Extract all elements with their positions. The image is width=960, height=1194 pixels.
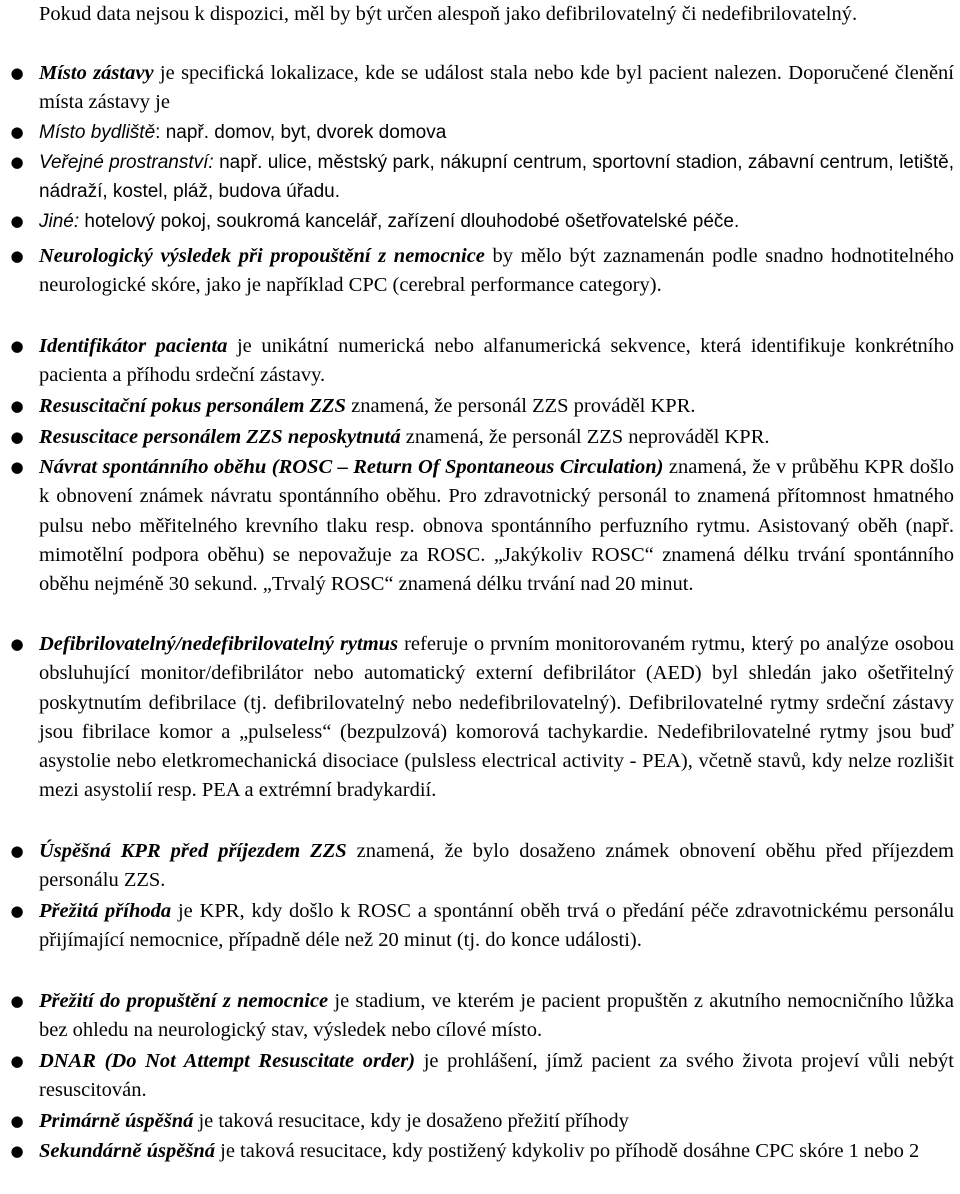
list-item-defibrilovatelny-rytmus xyxy=(10,630,954,806)
bullet-icon: ● xyxy=(10,64,24,82)
bullet-icon: ● xyxy=(10,397,24,415)
item-text: hotelový pokoj, soukromá kancelář, zařízení dlouhodobé ošetřovatelské péče. xyxy=(79,211,740,232)
item-text: : např. domov, byt, dvorek domova xyxy=(155,122,447,143)
term-label: Sekundárně úspěšná xyxy=(39,1140,216,1162)
term-label: DNAR (Do Not Attempt Resuscitate order) xyxy=(39,1050,416,1072)
item-text: je prohlášení, jímž pacient za svého života projeví vůli nebýt resuscitován. xyxy=(39,1050,954,1102)
list-item-rosc xyxy=(10,453,954,599)
term-label: Přežití do propuštění z nemocnice xyxy=(39,990,329,1012)
list-item-resuscitace-neposkytnuta xyxy=(10,423,954,452)
term-label: Návrat spontánního oběhu (ROSC – Return Of Spontaneous Circulation) xyxy=(39,456,664,478)
item-text: znamená, že personál ZZS prováděl KPR. xyxy=(345,395,696,417)
bullet-icon: ● xyxy=(10,458,24,476)
list-item-primarne-uspesna xyxy=(10,1107,954,1136)
bullet-icon: ● xyxy=(10,992,24,1010)
list-item-dnar xyxy=(10,1047,954,1106)
list-item-resuscitacni-pokus xyxy=(10,392,954,421)
bullet-icon: ● xyxy=(10,1142,24,1160)
bullet-icon: ● xyxy=(10,247,24,265)
item-text: je KPR, kdy došlo k ROSC a spontánní oběh trvá o předání péče zdravotnickému personálu přijímající nemocnice, případně déle než 20 minut (tj. do konce události). xyxy=(39,900,954,952)
term-label: Přežitá příhoda xyxy=(39,900,172,922)
item-text: je taková resucitace, kdy je dosaženo přežití příhody xyxy=(193,1110,629,1132)
item-text: je specifická lokalizace, kde se událost stala nebo kde byl pacient nalezen. Doporučené členění místa zástavy je xyxy=(39,62,954,114)
bullet-icon: ● xyxy=(10,635,24,653)
term-label: Resuscitace personálem ZZS neposkytnutá xyxy=(39,426,401,448)
term-label: Primárně úspěšná xyxy=(39,1110,194,1132)
item-text: např. ulice, městský park, nákupní centrum, sportovní stadion, zábavní centrum, letiště, nádraží, kostel, pláž, budova úřadu. xyxy=(39,152,954,203)
intro-paragraph: Pokud data nejsou k dispozici, měl by být určen alespoň jako defibrilovatelný či nedefibrilovatelný. xyxy=(39,3,858,25)
list-item-verejne-prostranstvi xyxy=(10,148,954,207)
list-item-preziti-do-propusteni xyxy=(10,987,954,1046)
list-item-prezita-prihoda xyxy=(10,897,954,956)
bullet-icon: ● xyxy=(10,212,24,230)
item-text: znamená, že v průběhu KPR došlo k obnovení známek návratu spontánního oběhu. Pro zdravotnický personál to znamená přítomnost hmatného pulsu nebo měřitelného krevního tlaku resp. obnova spontánního perfuzního rytmu. Asistovaný oběh (např. mimotělní podpora oběhu) se nepovažuje za ROSC. „Jakýkoliv ROSC“ znamená délku trvání spontánního oběhu nejméně 30 sekund. „Trvalý ROSC“ znamená délku trvání nad 20 minut. xyxy=(39,456,954,596)
item-text: je unikátní numerická nebo alfanumerická sekvence, která identifikuje konkrétního pacienta a příhodu srdeční zástavy. xyxy=(39,335,954,387)
bullet-icon: ● xyxy=(10,428,24,446)
bullet-icon: ● xyxy=(10,902,24,920)
term-label: Defibrilovatelný/nedefibrilovatelný rytmus xyxy=(39,633,399,655)
list-item-misto-zastavy xyxy=(10,59,954,118)
list-item-sekundarne-uspesna xyxy=(10,1137,954,1166)
bullet-icon: ● xyxy=(10,842,24,860)
term-label: Jiné: xyxy=(39,211,80,232)
term-label: Úspěšná KPR před příjezdem ZZS xyxy=(39,840,347,862)
list-item-misto-bydliste xyxy=(10,118,954,147)
list-item-jine xyxy=(10,207,954,236)
list-item-uspesna-kpr xyxy=(10,837,954,896)
bullet-icon: ● xyxy=(10,153,24,171)
item-text: je stadium, ve kterém je pacient propuštěn z akutního nemocničního lůžka bez ohledu na neurologický stav, výsledek nebo cílové místo. xyxy=(39,990,954,1042)
list-item-identifikator-pacienta xyxy=(10,332,954,391)
item-text: znamená, že bylo dosaženo známek obnovení oběhu před příjezdem personálu ZZS. xyxy=(39,840,954,892)
item-text: je taková resucitace, kdy postižený kdykoliv po příhodě dosáhne CPC skóre 1 nebo 2 xyxy=(215,1140,920,1162)
bullet-icon: ● xyxy=(10,1052,24,1070)
item-text: referuje o prvním monitorovaném rytmu, který po analýze osobou obsluhující monitor/defibrilátor nebo automatický externí defibrilátor (AED) byl shledán jako ošetřitelný poskytnutím defibrilace (tj. defibrilovatelný nebo nedefibrilovatelný). Defibrilovatelné rytmy srdeční zástavy jsou fibrilace komor a „pulseless“ (bezpulzová) komorová tachykardie. Nedefibrilovatelné rytmy jsou buď asystolie nebo eletkromechanická disociace (pulsless electrical activity - PEA), včetně stavů, kdy nelze rozlišit mezi asystolií resp. PEA a extrémní bradykardií. xyxy=(39,633,954,802)
list-item-neurologicky-vysledek xyxy=(10,242,954,301)
term-label: Místo bydliště xyxy=(39,122,156,143)
item-text: by mělo být zaznamenán podle snadno hodnotitelného neurologické skóre, jako je například CPC (cerebral performance category). xyxy=(39,245,954,297)
bullet-icon: ● xyxy=(10,337,24,355)
term-label: Resuscitační pokus personálem ZZS xyxy=(39,395,346,417)
term-label: Veřejné prostranství: xyxy=(39,152,214,173)
bullet-icon: ● xyxy=(10,123,24,141)
bullet-icon: ● xyxy=(10,1112,24,1130)
item-text: znamená, že personál ZZS neprováděl KPR. xyxy=(400,426,770,448)
term-label: Neurologický výsledek při propouštění z nemocnice xyxy=(39,245,485,267)
term-label: Místo zástavy xyxy=(39,62,154,84)
term-label: Identifikátor pacienta xyxy=(39,335,228,357)
